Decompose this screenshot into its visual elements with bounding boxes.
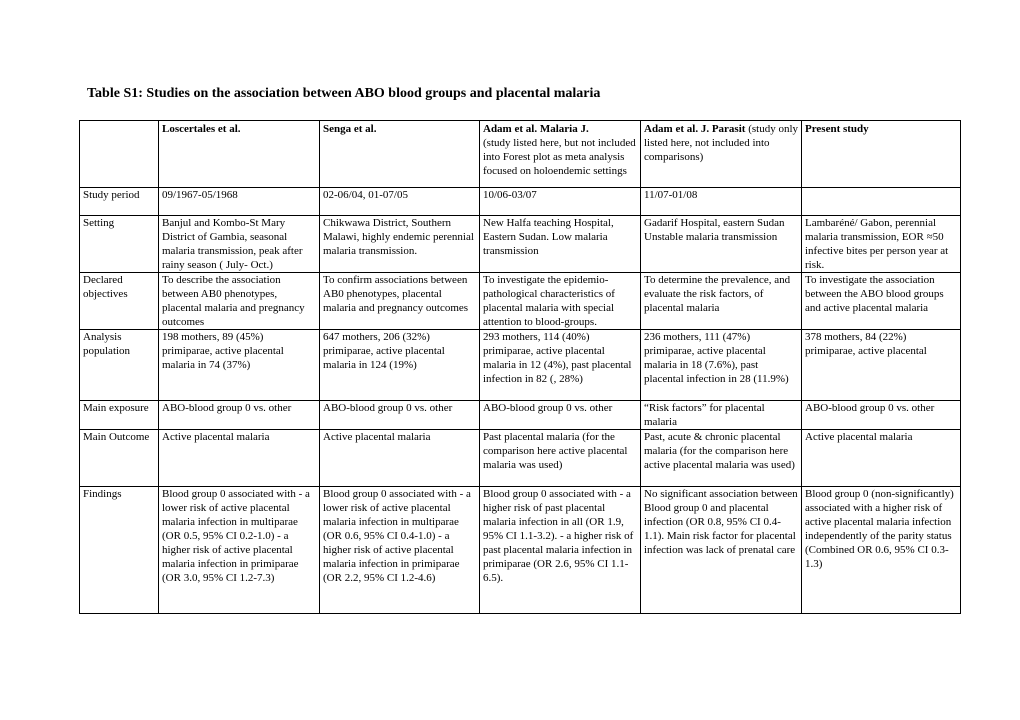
row-label: Analysis population <box>80 330 159 401</box>
table-cell: ABO-blood group 0 vs. other <box>320 401 480 430</box>
table-cell: To describe the association between AB0 phenotypes, placental malaria and pregnancy outcomes <box>159 273 320 330</box>
row-label: Study period <box>80 188 159 216</box>
table-row-main-outcome <box>80 430 961 487</box>
table-cell: Lambaréné/ Gabon, perennial malaria transmission, EOR ≈50 infective bites per person year at risk. <box>802 216 961 273</box>
header-cell-adam-parasit <box>641 121 802 188</box>
table-row-main-exposure <box>80 401 961 430</box>
table-cell: To investigate the association between the ABO blood groups and active placental malaria <box>802 273 961 330</box>
header-cell-empty <box>80 121 159 188</box>
table-cell: 198 mothers, 89 (45%) primiparae, active placental malaria in 74 (37%) <box>159 330 320 401</box>
table-cell: ABO-blood group 0 vs. other <box>480 401 641 430</box>
table-cell: Gadarif Hospital, eastern Sudan Unstable malaria transmission <box>641 216 802 273</box>
table-title: Table S1: Studies on the association between ABO blood groups and placental malaria <box>87 86 601 101</box>
header-study-note: (study listed here, but not included into Forest plot as meta analysis focused on holoendemic settings <box>483 137 636 177</box>
table-cell: Blood group 0 associated with - a lower risk of active placental malaria infection in multiparae (OR 0.5, 95% CI 0.2-1.0) - a higher risk of active placental malaria infection in primiparae (OR 3.0, 95% CI 1.2-7.3) <box>159 487 320 614</box>
table-header-row <box>80 121 961 188</box>
header-study-name: Adam et al. J. Parasit <box>644 123 746 135</box>
header-cell-senga: Senga et al. <box>320 121 480 188</box>
table-cell: No significant association between Blood group 0 and placental infection (OR 0.8, 95% CI 0.4-1.1). Main risk factor for placental infection was lack of prenatal care <box>641 487 802 614</box>
table-cell: Blood group 0 (non-significantly) associated with a higher risk of active placental malaria infection independently of the parity status (Combined OR 0.6, 95% CI 0.3-1.3) <box>802 487 961 614</box>
table-cell: Blood group 0 associated with - a lower risk of active placental malaria infection in multiparae (OR 0.6, 95% CI 0.4-1.0) - a higher risk of active placental malaria infection in primiparae (OR 2.2, 95% CI 1.2-4.6) <box>320 487 480 614</box>
table-cell: To determine the prevalence, and evaluate the risk factors, of placental malaria <box>641 273 802 330</box>
table-cell: 11/07-01/08 <box>641 188 802 216</box>
table-cell: 647 mothers, 206 (32%) primiparae, active placental malaria in 124 (19%) <box>320 330 480 401</box>
table-cell: Active placental malaria <box>802 430 961 487</box>
table-cell: ABO-blood group 0 vs. other <box>802 401 961 430</box>
table-row-declared-objectives <box>80 273 961 330</box>
row-label: Setting <box>80 216 159 273</box>
row-label: Declared objectives <box>80 273 159 330</box>
header-cell-present-study: Present study <box>802 121 961 188</box>
table-row-findings <box>80 487 961 614</box>
row-label: Findings <box>80 487 159 614</box>
header-study-note: (study only listed here, not included into comparisons) <box>644 123 798 163</box>
header-cell-adam-malaria <box>480 121 641 188</box>
table-cell: ABO-blood group 0 vs. other <box>159 401 320 430</box>
table-cell: Banjul and Kombo-St Mary District of Gambia, seasonal malaria transmission, peak after rainy season ( July- Oct.) <box>159 216 320 273</box>
table-cell: 293 mothers, 114 (40%) primiparae, active placental malaria in 12 (4%), past placental infection in 82 (, 28%) <box>480 330 641 401</box>
table-cell: 02-06/04, 01-07/05 <box>320 188 480 216</box>
table-cell: Past placental malaria (for the comparison here active placental malaria was used) <box>480 430 641 487</box>
table-cell <box>802 188 961 216</box>
table-cell: Active placental malaria <box>159 430 320 487</box>
row-label: Main exposure <box>80 401 159 430</box>
header-study-name: Adam et al. Malaria J. <box>483 123 589 135</box>
table-row-setting <box>80 216 961 273</box>
header-cell-loscertales: Loscertales et al. <box>159 121 320 188</box>
table-cell: “Risk factors” for placental malaria <box>641 401 802 430</box>
table-cell: 10/06-03/07 <box>480 188 641 216</box>
row-label: Main Outcome <box>80 430 159 487</box>
table-cell: Chikwawa District, Southern Malawi, highly endemic perennial malaria transmission. <box>320 216 480 273</box>
table-cell: 09/1967-05/1968 <box>159 188 320 216</box>
table-cell: 236 mothers, 111 (47%) primiparae, active placental malaria in 18 (7.6%), past placental infection in 28 (11.9%) <box>641 330 802 401</box>
table-row-analysis-population <box>80 330 961 401</box>
table-cell: To investigate the epidemio-pathological characteristics of placental malaria with special attention to blood-groups. <box>480 273 641 330</box>
table-cell: Blood group 0 associated with - a higher risk of past placental malaria infection in all (OR 1.9, 95% CI 1.1-3.2). - a higher risk of past placental malaria infection in primiparae (OR 2.6, 95% CI 1.1-6.5). <box>480 487 641 614</box>
table-cell: Active placental malaria <box>320 430 480 487</box>
studies-table <box>79 120 961 614</box>
table-cell: Past, acute & chronic placental malaria (for the comparison here active placental malaria was used) <box>641 430 802 487</box>
table-row-study-period <box>80 188 961 216</box>
table-cell: 378 mothers, 84 (22%) primiparae, active placental <box>802 330 961 401</box>
table-cell: To confirm associations between AB0 phenotypes, placental malaria and pregnancy outcomes <box>320 273 480 330</box>
table-cell: New Halfa teaching Hospital, Eastern Sudan. Low malaria transmission <box>480 216 641 273</box>
